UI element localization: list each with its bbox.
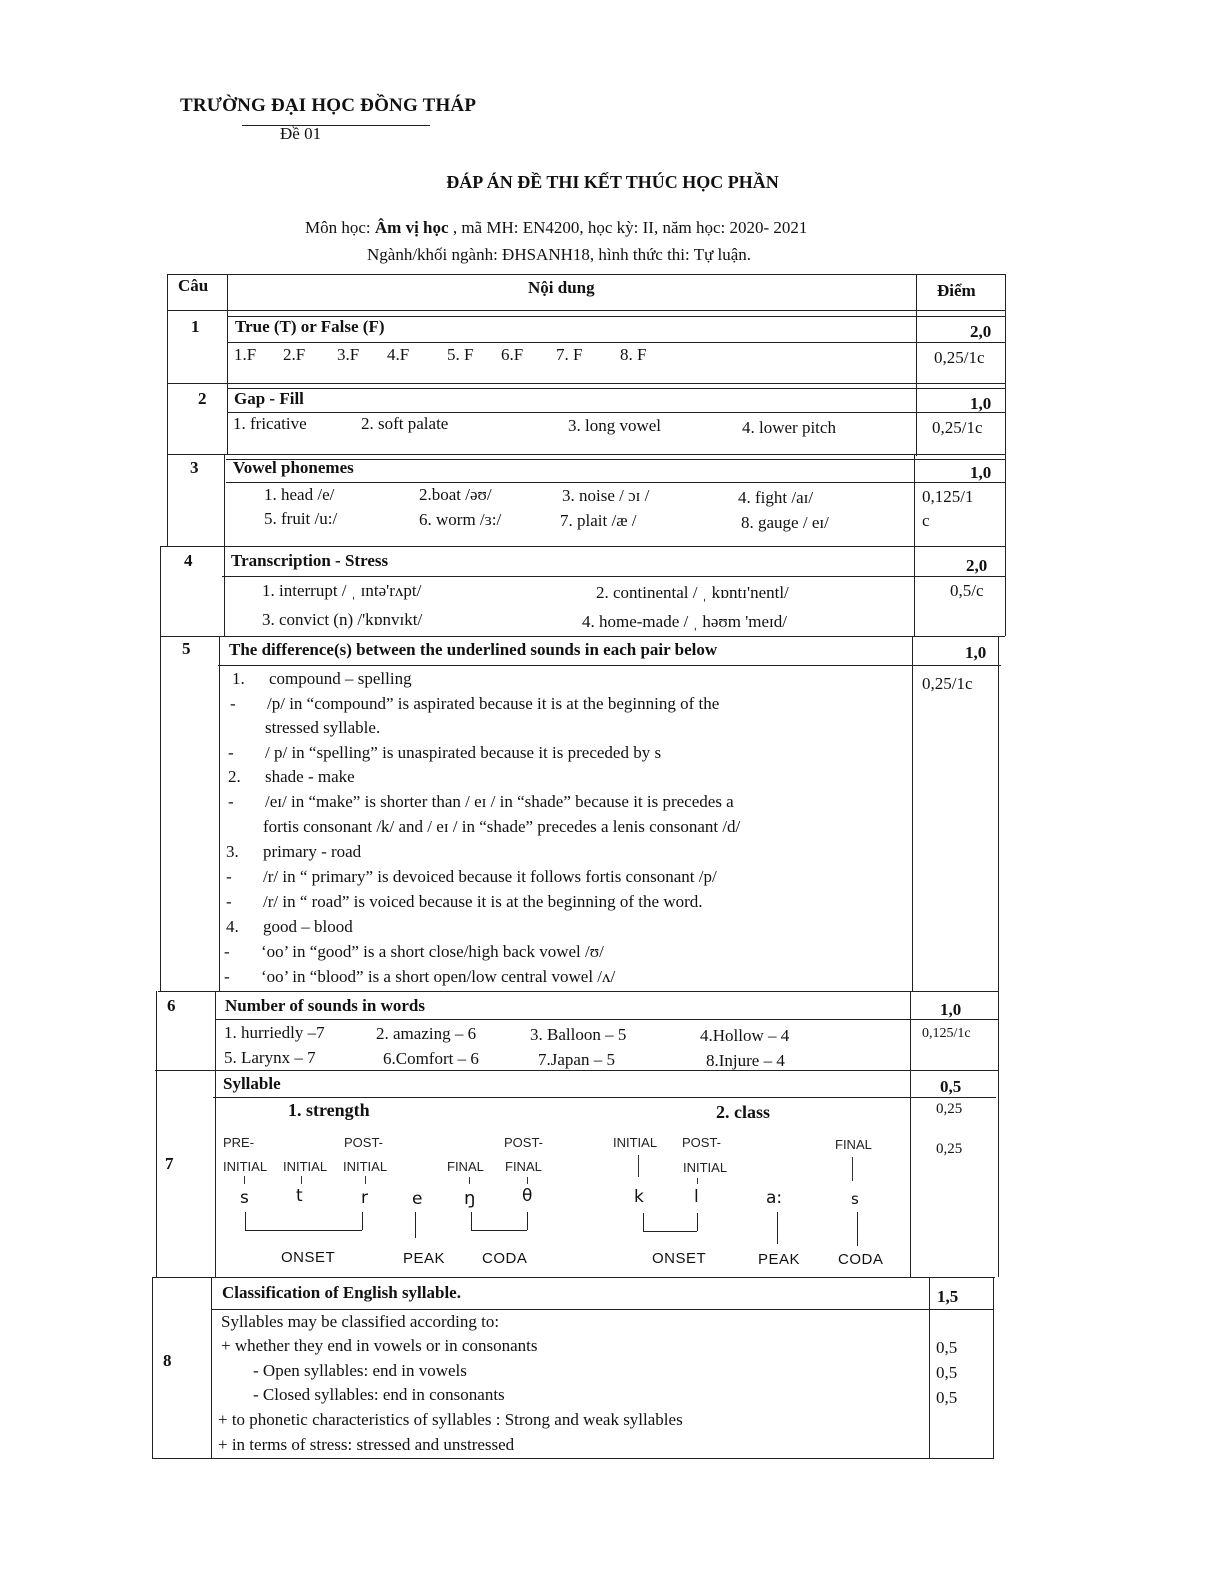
answer-1-4: 4.F [387, 345, 410, 364]
answer-3-2: 2.boat /əʊ/ [419, 485, 492, 504]
classification-line-6: + in terms of stress: stressed and unstressed [218, 1435, 515, 1454]
question-title-1: True (T) or False (F) [235, 317, 385, 336]
answer-4-1: 1. interrupt / ˌ ɪntə'rʌpt/ [262, 581, 422, 600]
points-4: 2,0 [966, 556, 988, 575]
answer-3-1: 1. head /e/ [264, 485, 335, 504]
answer-3-7: 7. plait /æ / [560, 511, 637, 530]
classification-line-5: + to phonetic characteristics of syllables : Strong and weak syllables [218, 1410, 683, 1429]
unit-points-6: 0,125/1c [922, 1026, 971, 1041]
explanation-line: ‘oo’ in “blood” is a short open/low central vowel /ʌ/ [261, 967, 616, 986]
unit-points-2: 0,25/1c [932, 418, 983, 437]
answer-4-3: 3. convict (n) /'kɒnvɪkt/ [262, 610, 423, 629]
answer-2-1: 1. fricative [233, 414, 307, 433]
classification-line-1: Syllables may be classified according to: [221, 1312, 500, 1331]
answer-1-5: 5. F [447, 345, 474, 364]
explanation-line: compound – spelling [269, 669, 412, 688]
answer-6-1: 1. hurriedly –7 [224, 1023, 325, 1042]
answer-6-7: 7.Japan – 5 [538, 1050, 615, 1069]
column-header-cau: Câu [178, 276, 209, 295]
points-7: 0,5 [940, 1077, 962, 1096]
answer-1-2: 2.F [283, 345, 306, 364]
explanation-marker: - [228, 792, 234, 811]
question-number-8: 8 [163, 1351, 172, 1370]
explanation-marker: - [228, 743, 234, 762]
major-line: Ngành/khối ngành: ĐHSANH18, hình thức thi: Tự luận. [367, 245, 752, 264]
column-header-noidung: Nội dung [528, 278, 595, 297]
points-1: 2,0 [970, 322, 992, 341]
points-6: 1,0 [940, 1000, 962, 1019]
answer-1-7: 7. F [556, 345, 583, 364]
explanation-line: good – blood [263, 917, 353, 936]
answer-2-3: 3. long vowel [568, 416, 662, 435]
question-title-5: The difference(s) between the underlined sounds in each pair below [229, 640, 718, 659]
exam-code: Đề 01 [280, 124, 322, 143]
points-2: 1,0 [970, 394, 992, 413]
explanation-marker: - [224, 967, 230, 986]
explanation-line: ‘oo’ in “good” is a short close/high back vowel /ʊ/ [261, 942, 604, 961]
unit-points-8c: 0,5 [936, 1388, 958, 1407]
explanation-marker: 3. [226, 842, 239, 861]
answer-6-8: 8.Injure – 4 [706, 1051, 785, 1070]
document-title: ĐÁP ÁN ĐỀ THI KẾT THÚC HỌC PHẦN [446, 172, 779, 192]
school-name: TRƯỜNG ĐẠI HỌC ĐỒNG THÁP [180, 95, 477, 116]
unit-points-7a: 0,25 [936, 1101, 963, 1117]
unit-points-1: 0,25/1c [934, 348, 985, 367]
answer-6-4: 4.Hollow – 4 [700, 1026, 790, 1045]
answer-6-6: 6.Comfort – 6 [383, 1049, 479, 1068]
header-rule [242, 125, 430, 126]
syllable-word-class: 2. class [716, 1102, 770, 1122]
question-number-7: 7 [165, 1154, 174, 1173]
answer-1-8: 8. F [620, 345, 647, 364]
classification-line-4: - Closed syllables: end in consonants [253, 1385, 505, 1404]
unit-points-3b: c [922, 511, 930, 530]
unit-points-5: 0,25/1c [922, 674, 973, 693]
question-number-6: 6 [167, 996, 176, 1015]
question-number-1: 1 [191, 317, 200, 336]
points-8: 1,5 [937, 1287, 959, 1306]
question-title-2: Gap - Fill [234, 389, 304, 408]
answer-3-8: 8. gauge / eɪ/ [741, 513, 829, 532]
answer-1-3: 3.F [337, 345, 360, 364]
answer-6-5: 5. Larynx – 7 [224, 1048, 316, 1067]
explanation-line: /eɪ/ in “make” is shorter than / eɪ / in “shade” because it is precedes a [265, 792, 734, 811]
classification-line-2: + whether they end in vowels or in consonants [221, 1336, 538, 1355]
explanation-marker: - [226, 892, 232, 911]
explanation-marker: 4. [226, 917, 239, 936]
subject-name: Âm vị học [374, 218, 449, 237]
points-3: 1,0 [970, 463, 992, 482]
answer-4-4: 4. home-made / ˌ həʊm 'meɪd/ [582, 612, 788, 631]
explanation-line: primary - road [263, 842, 362, 861]
points-5: 1,0 [965, 643, 987, 662]
explanation-line: stressed syllable. [265, 718, 381, 737]
answer-6-2: 2. amazing – 6 [376, 1024, 477, 1043]
answer-3-6: 6. worm /ɜ:/ [419, 510, 502, 529]
question-number-2: 2 [198, 389, 207, 408]
explanation-line: / p/ in “spelling” is unaspirated because it is preceded by s [265, 743, 662, 762]
explanation-marker: - [224, 942, 230, 961]
answer-3-4: 4. fight /aɪ/ [738, 488, 814, 507]
unit-points-3a: 0,125/1 [922, 487, 974, 506]
question-title-6: Number of sounds in words [225, 996, 425, 1015]
explanation-marker: 2. [228, 767, 241, 786]
explanation-line: /r/ in “ road” is voiced because it is at the beginning of the word. [263, 892, 703, 911]
answer-2-4: 4. lower pitch [742, 418, 836, 437]
explanation-line: /p/ in “compound” is aspirated because it is at the beginning of the [267, 694, 720, 713]
explanation-marker: - [230, 694, 236, 713]
answer-3-3: 3. noise / ɔɪ / [562, 486, 650, 505]
question-title-3: Vowel phonemes [233, 458, 354, 477]
question-title-7: Syllable [223, 1074, 281, 1093]
answer-3-5: 5. fruit /u:/ [264, 509, 338, 528]
question-title-8: Classification of English syllable. [222, 1283, 461, 1302]
answer-6-3: 3. Balloon – 5 [530, 1025, 627, 1044]
subject-line: Môn học: Âm vị học , mã MH: EN4200, học kỳ: II, năm học: 2020- 2021 [305, 218, 808, 237]
explanation-line: /r/ in “ primary” is devoiced because it follows fortis consonant /p/ [263, 867, 717, 886]
question-number-5: 5 [182, 639, 191, 658]
question-title-4: Transcription - Stress [231, 551, 389, 570]
syllable-word-strength: 1. strength [288, 1100, 370, 1120]
question-number-3: 3 [190, 458, 199, 477]
unit-points-4: 0,5/c [950, 581, 984, 600]
classification-line-3: - Open syllables: end in vowels [253, 1361, 467, 1380]
unit-points-8b: 0,5 [936, 1363, 958, 1382]
answer-1-1: 1.F [234, 345, 257, 364]
answer-1-6: 6.F [501, 345, 524, 364]
question-number-4: 4 [184, 551, 193, 570]
explanation-marker: - [226, 867, 232, 886]
explanation-line: shade - make [265, 767, 355, 786]
unit-points-8a: 0,5 [936, 1338, 958, 1357]
unit-points-7b: 0,25 [936, 1141, 963, 1157]
explanation-marker: 1. [232, 669, 245, 688]
answer-2-2: 2. soft palate [361, 414, 449, 433]
explanation-line: fortis consonant /k/ and / eɪ / in “shade” precedes a lenis consonant /d/ [263, 817, 741, 836]
column-header-diem: Điểm [937, 281, 976, 300]
answer-4-2: 2. continental / ˌ kɒntɪ'nentl/ [596, 583, 789, 602]
